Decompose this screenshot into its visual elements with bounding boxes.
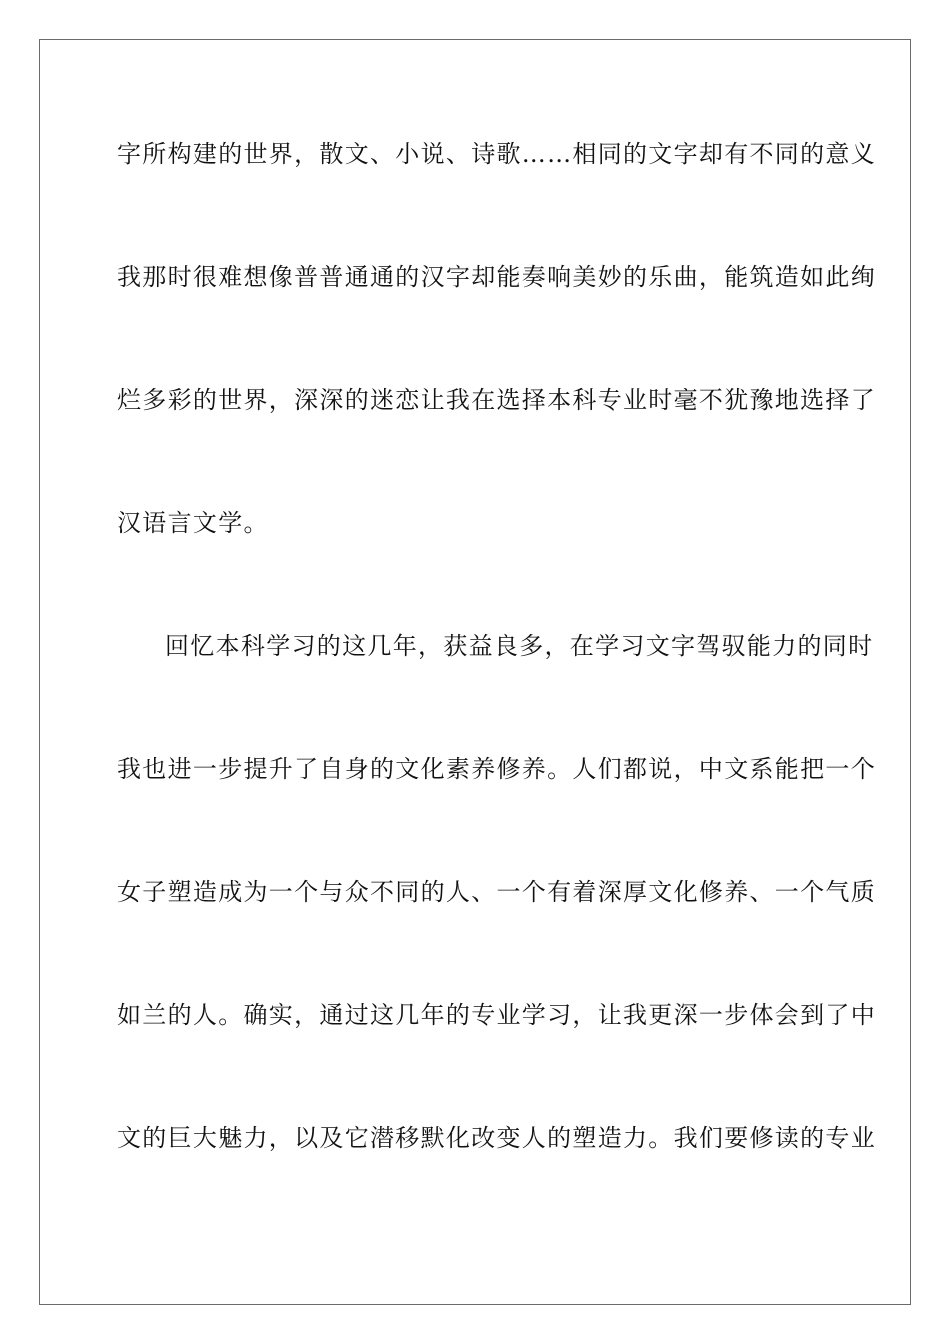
text-line: 文的巨大魅力，以及它潜移默化改变人的塑造力。我们要修读的专业 — [117, 1124, 876, 1152]
text-line: 字所构建的世界，散文、小说、诗歌……相同的文字却有不同的意义 — [117, 140, 876, 168]
text-line: 我也进一步提升了自身的文化素养修养。人们都说，中文系能把一个 — [117, 755, 876, 783]
text-line: 汉语言文学。 — [117, 509, 269, 537]
text-line: 烂多彩的世界，深深的迷恋让我在选择本科专业时毫不犹豫地选择了 — [117, 386, 876, 414]
text-line: 女子塑造成为一个与众不同的人、一个有着深厚文化修养、一个气质 — [117, 878, 876, 906]
text-line: 我那时很难想像普普通通的汉字却能奏响美妙的乐曲，能筑造如此绚 — [117, 263, 876, 291]
paragraph-start-line: 回忆本科学习的这几年，获益良多，在学习文字驾驭能力的同时 — [165, 632, 874, 660]
page-frame — [39, 39, 911, 1305]
text-line: 如兰的人。确实，通过这几年的专业学习，让我更深一步体会到了中 — [117, 1001, 876, 1029]
